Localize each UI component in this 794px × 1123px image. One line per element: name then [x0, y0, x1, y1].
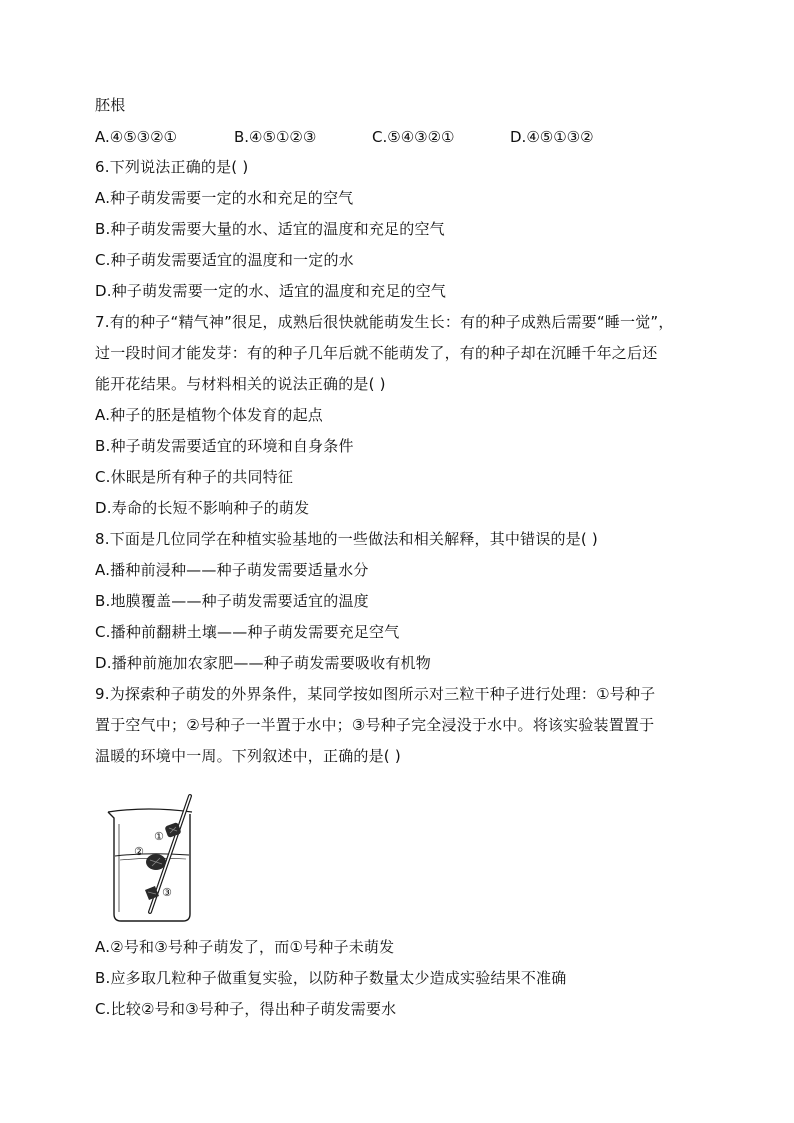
q8-stem: 8.下面是几位同学在种植实验基地的一些做法和相关解释，其中错误的是( ) [95, 530, 598, 548]
q6-stem: 6.下列说法正确的是( ) [95, 158, 249, 176]
q9-option-b: B.应多取几粒种子做重复实验，以防种子数量太少造成实验结果不准确 [95, 969, 567, 987]
q8-option-b: B.地膜覆盖——种子萌发需要适宜的温度 [95, 592, 369, 610]
q6-option-b: B.种子萌发需要大量的水、适宜的温度和充足的空气 [95, 220, 445, 238]
q7-stem-line-3: 能开花结果。与材料相关的说法正确的是( ) [95, 375, 386, 393]
q9-option-c: C.比较②号和③号种子，得出种子萌发需要水 [95, 1000, 397, 1018]
q6-option-d: D.种子萌发需要一定的水、适宜的温度和充足的空气 [95, 282, 447, 300]
q7-option-d: D.寿命的长短不影响种子的萌发 [95, 499, 310, 517]
q5-option-c: C.⑤④③②① [372, 128, 455, 146]
figure-label-1: ① [154, 830, 164, 843]
q7-stem-line-2: 过一段时间才能发芽：有的种子几年后就不能萌发了，有的种子却在沉睡千年之后还 [95, 344, 658, 362]
q7-stem-line-1: 7.有的种子“精气神”很足，成熟后很快就能萌发生长：有的种子成熟后需要“睡一觉”， [95, 313, 674, 331]
q9-stem-line-3: 温暖的环境中一周。下列叙述中，正确的是( ) [95, 747, 401, 765]
q8-option-a: A.播种前浸种——种子萌发需要适量水分 [95, 561, 369, 579]
q8-option-d: D.播种前施加农家肥——种子萌发需要吸收有机物 [95, 654, 431, 672]
q6-option-a: A.种子萌发需要一定的水和充足的空气 [95, 189, 354, 207]
q5-stem-tail: 胚根 [95, 96, 126, 114]
q7-option-a: A.种子的胚是植物个体发育的起点 [95, 406, 323, 424]
q9-stem-line-2: 置于空气中；②号种子一半置于水中；③号种子完全浸没于水中。将该实验装置置于 [95, 716, 655, 734]
figure-label-2: ② [134, 845, 144, 858]
q5-option-b: B.④⑤①②③ [234, 128, 317, 146]
q5-option-d: D.④⑤①③② [510, 128, 594, 146]
q8-option-c: C.播种前翻耕土壤——种子萌发需要充足空气 [95, 623, 400, 641]
beaker-seed-experiment-figure [100, 790, 200, 925]
q7-option-c: C.休眠是所有种子的共同特征 [95, 468, 294, 486]
q5-options [95, 127, 695, 147]
q9-option-a: A.②号和③号种子萌发了，而①号种子未萌发 [95, 938, 395, 956]
seed-2 [146, 854, 166, 870]
figure-label-3: ③ [162, 886, 172, 899]
q6-option-c: C.种子萌发需要适宜的温度和一定的水 [95, 251, 354, 269]
q9-stem-line-1: 9.为探索种子萌发的外界条件，某同学按如图所示对三粒干种子进行处理：①号种子 [95, 685, 656, 703]
beaker-rim [108, 809, 192, 812]
q7-option-b: B.种子萌发需要适宜的环境和自身条件 [95, 437, 354, 455]
q5-option-a: A.④⑤③②① [95, 128, 178, 146]
